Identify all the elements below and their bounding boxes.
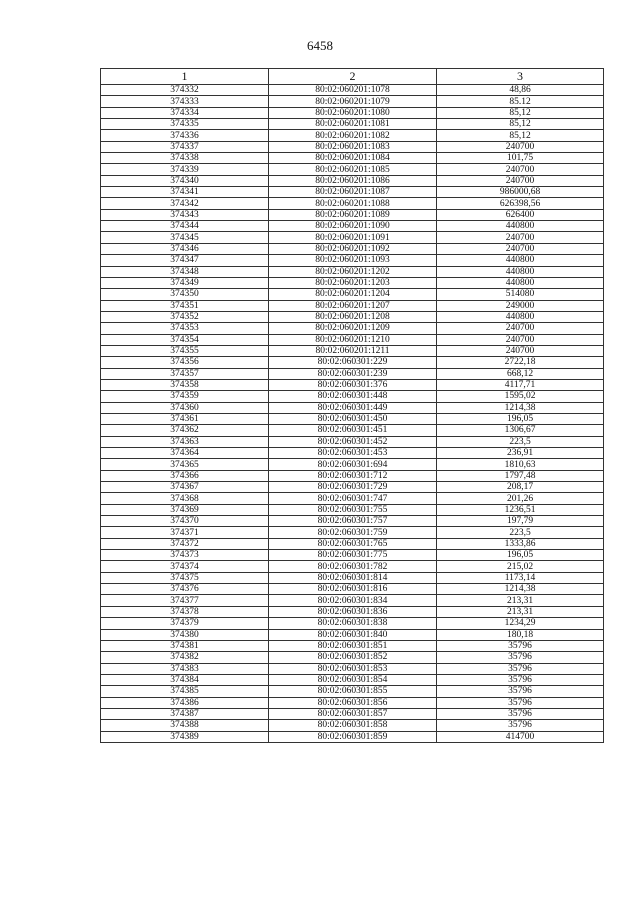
value-cell: 240700 xyxy=(437,323,604,334)
table-row xyxy=(101,141,604,152)
row-number-cell: 374333 xyxy=(101,96,269,107)
row-number-cell: 374381 xyxy=(101,640,269,651)
page-number: 6458 xyxy=(307,38,333,53)
cadastral-number-cell: 80:02:060301:838 xyxy=(269,618,437,629)
cadastral-number-cell: 80:02:060301:229 xyxy=(269,357,437,368)
row-number-cell: 374371 xyxy=(101,527,269,538)
table-row xyxy=(101,482,604,493)
cadastral-number-cell: 80:02:060201:1204 xyxy=(269,289,437,300)
value-cell: 240700 xyxy=(437,232,604,243)
table-row xyxy=(101,527,604,538)
row-number-cell: 374369 xyxy=(101,504,269,515)
row-number-cell: 374379 xyxy=(101,618,269,629)
value-cell: 240700 xyxy=(437,164,604,175)
cadastral-number-cell: 80:02:060301:453 xyxy=(269,448,437,459)
table-row xyxy=(101,119,604,130)
column-header-2: 2 xyxy=(269,69,437,85)
row-number-cell: 374334 xyxy=(101,107,269,118)
value-cell: 240700 xyxy=(437,345,604,356)
table-row xyxy=(101,175,604,186)
value-cell: 35796 xyxy=(437,652,604,663)
row-number-cell: 374374 xyxy=(101,561,269,572)
table-row xyxy=(101,277,604,288)
cadastral-number-cell: 80:02:060201:1210 xyxy=(269,334,437,345)
row-number-cell: 374342 xyxy=(101,198,269,209)
value-cell: 213,31 xyxy=(437,606,604,617)
table-row xyxy=(101,153,604,164)
row-number-cell: 374337 xyxy=(101,141,269,152)
table-row xyxy=(101,289,604,300)
cadastral-number-cell: 80:02:060201:1211 xyxy=(269,345,437,356)
value-cell: 180,18 xyxy=(437,629,604,640)
table-row xyxy=(101,107,604,118)
value-cell: 626400 xyxy=(437,209,604,220)
cadastral-number-cell: 80:02:060301:376 xyxy=(269,379,437,390)
cadastral-number-cell: 80:02:060201:1083 xyxy=(269,141,437,152)
value-cell: 249000 xyxy=(437,300,604,311)
table-row xyxy=(101,436,604,447)
value-cell: 215,02 xyxy=(437,561,604,572)
value-cell: 196,05 xyxy=(437,413,604,424)
row-number-cell: 374358 xyxy=(101,379,269,390)
cadastral-number-cell: 80:02:060301:729 xyxy=(269,482,437,493)
value-cell: 85,12 xyxy=(437,119,604,130)
cadastral-number-cell: 80:02:060201:1088 xyxy=(269,198,437,209)
header-row xyxy=(101,69,604,85)
cadastral-number-cell: 80:02:060301:239 xyxy=(269,368,437,379)
value-cell: 35796 xyxy=(437,708,604,719)
value-cell: 2722,18 xyxy=(437,357,604,368)
table-row xyxy=(101,493,604,504)
cadastral-number-cell: 80:02:060301:782 xyxy=(269,561,437,572)
table-row xyxy=(101,300,604,311)
table-row xyxy=(101,85,604,96)
cadastral-number-cell: 80:02:060301:857 xyxy=(269,708,437,719)
cadastral-number-cell: 80:02:060201:1089 xyxy=(269,209,437,220)
value-cell: 440800 xyxy=(437,311,604,322)
table-row xyxy=(101,516,604,527)
column-header-1: 1 xyxy=(101,69,269,85)
cadastral-number-cell: 80:02:060301:712 xyxy=(269,470,437,481)
cadastral-number-cell: 80:02:060301:855 xyxy=(269,686,437,697)
table-row xyxy=(101,402,604,413)
row-number-cell: 374355 xyxy=(101,345,269,356)
cadastral-number-cell: 80:02:060301:851 xyxy=(269,640,437,651)
cadastral-number-cell: 80:02:060201:1208 xyxy=(269,311,437,322)
row-number-cell: 374352 xyxy=(101,311,269,322)
table-row xyxy=(101,561,604,572)
value-cell: 1173,14 xyxy=(437,572,604,583)
cadastral-number-cell: 80:02:060201:1082 xyxy=(269,130,437,141)
value-cell: 1810,63 xyxy=(437,459,604,470)
value-cell: 208,17 xyxy=(437,482,604,493)
cadastral-number-cell: 80:02:060201:1078 xyxy=(269,85,437,96)
table-row xyxy=(101,538,604,549)
cadastral-number-cell: 80:02:060301:452 xyxy=(269,436,437,447)
value-cell: 1797,48 xyxy=(437,470,604,481)
row-number-cell: 374388 xyxy=(101,720,269,731)
row-number-cell: 374368 xyxy=(101,493,269,504)
value-cell: 101,75 xyxy=(437,153,604,164)
table-row xyxy=(101,164,604,175)
row-number-cell: 374332 xyxy=(101,85,269,96)
table-row xyxy=(101,96,604,107)
row-number-cell: 374347 xyxy=(101,255,269,266)
row-number-cell: 374336 xyxy=(101,130,269,141)
row-number-cell: 374382 xyxy=(101,652,269,663)
value-cell: 35796 xyxy=(437,674,604,685)
cadastral-number-cell: 80:02:060201:1084 xyxy=(269,153,437,164)
table-row xyxy=(101,731,604,742)
table-body xyxy=(101,85,604,743)
value-cell: 514080 xyxy=(437,289,604,300)
table-row xyxy=(101,720,604,731)
row-number-cell: 374362 xyxy=(101,425,269,436)
row-number-cell: 374377 xyxy=(101,595,269,606)
cadastral-number-cell: 80:02:060201:1090 xyxy=(269,221,437,232)
value-cell: 85,12 xyxy=(437,130,604,141)
value-cell: 4117,71 xyxy=(437,379,604,390)
table-row xyxy=(101,323,604,334)
table-row xyxy=(101,595,604,606)
value-cell: 1595,02 xyxy=(437,391,604,402)
table-row xyxy=(101,504,604,515)
value-cell: 1333,86 xyxy=(437,538,604,549)
value-cell: 1236,51 xyxy=(437,504,604,515)
row-number-cell: 374335 xyxy=(101,119,269,130)
row-number-cell: 374366 xyxy=(101,470,269,481)
row-number-cell: 374351 xyxy=(101,300,269,311)
table-row xyxy=(101,209,604,220)
table-row xyxy=(101,606,604,617)
value-cell: 85.12 xyxy=(437,96,604,107)
table-row xyxy=(101,618,604,629)
table-row xyxy=(101,357,604,368)
value-cell: 986000,68 xyxy=(437,187,604,198)
row-number-cell: 374365 xyxy=(101,459,269,470)
table-row xyxy=(101,629,604,640)
table-row xyxy=(101,572,604,583)
table-row xyxy=(101,674,604,685)
row-number-cell: 374354 xyxy=(101,334,269,345)
table-row xyxy=(101,187,604,198)
cadastral-number-cell: 80:02:060301:856 xyxy=(269,697,437,708)
cadastral-number-cell: 80:02:060301:836 xyxy=(269,606,437,617)
row-number-cell: 374373 xyxy=(101,550,269,561)
table-header xyxy=(101,69,604,85)
cadastral-number-cell: 80:02:060301:449 xyxy=(269,402,437,413)
value-cell: 240700 xyxy=(437,141,604,152)
value-cell: 196,05 xyxy=(437,550,604,561)
cadastral-number-cell: 80:02:060201:1087 xyxy=(269,187,437,198)
value-cell: 35796 xyxy=(437,697,604,708)
row-number-cell: 374364 xyxy=(101,448,269,459)
value-cell: 35796 xyxy=(437,663,604,674)
table-row xyxy=(101,232,604,243)
table-row xyxy=(101,130,604,141)
row-number-cell: 374353 xyxy=(101,323,269,334)
row-number-cell: 374376 xyxy=(101,584,269,595)
value-cell: 440800 xyxy=(437,277,604,288)
row-number-cell: 374344 xyxy=(101,221,269,232)
table-row xyxy=(101,198,604,209)
cadastral-number-cell: 80:02:060301:755 xyxy=(269,504,437,515)
row-number-cell: 374363 xyxy=(101,436,269,447)
cadastral-number-cell: 80:02:060201:1209 xyxy=(269,323,437,334)
row-number-cell: 374380 xyxy=(101,629,269,640)
value-cell: 223,5 xyxy=(437,436,604,447)
table-row xyxy=(101,550,604,561)
table-row xyxy=(101,448,604,459)
cadastral-number-cell: 80:02:060201:1207 xyxy=(269,300,437,311)
table-row xyxy=(101,425,604,436)
table-row xyxy=(101,640,604,651)
column-header-3: 3 xyxy=(437,69,604,85)
value-cell: 1306,67 xyxy=(437,425,604,436)
row-number-cell: 374378 xyxy=(101,606,269,617)
row-number-cell: 374387 xyxy=(101,708,269,719)
cadastral-number-cell: 80:02:060201:1091 xyxy=(269,232,437,243)
value-cell: 240700 xyxy=(437,334,604,345)
table-row xyxy=(101,391,604,402)
cadastral-number-cell: 80:02:060301:854 xyxy=(269,674,437,685)
cadastral-number-cell: 80:02:060201:1081 xyxy=(269,119,437,130)
row-number-cell: 374385 xyxy=(101,686,269,697)
cadastral-number-cell: 80:02:060201:1202 xyxy=(269,266,437,277)
cadastral-number-cell: 80:02:060301:694 xyxy=(269,459,437,470)
value-cell: 1214,38 xyxy=(437,584,604,595)
cadastral-number-cell: 80:02:060201:1085 xyxy=(269,164,437,175)
value-cell: 213,31 xyxy=(437,595,604,606)
row-number-cell: 374341 xyxy=(101,187,269,198)
cadastral-number-cell: 80:02:060301:451 xyxy=(269,425,437,436)
row-number-cell: 374357 xyxy=(101,368,269,379)
data-table xyxy=(100,68,604,743)
row-number-cell: 374340 xyxy=(101,175,269,186)
table-row xyxy=(101,334,604,345)
table-row xyxy=(101,255,604,266)
value-cell: 440800 xyxy=(437,221,604,232)
row-number-cell: 374350 xyxy=(101,289,269,300)
row-number-cell: 374367 xyxy=(101,482,269,493)
table-row xyxy=(101,708,604,719)
table-row xyxy=(101,243,604,254)
table-row xyxy=(101,697,604,708)
value-cell: 668,12 xyxy=(437,368,604,379)
value-cell: 440800 xyxy=(437,255,604,266)
cadastral-number-cell: 80:02:060201:1203 xyxy=(269,277,437,288)
cadastral-number-cell: 80:02:060201:1092 xyxy=(269,243,437,254)
row-number-cell: 374349 xyxy=(101,277,269,288)
row-number-cell: 374339 xyxy=(101,164,269,175)
row-number-cell: 374372 xyxy=(101,538,269,549)
value-cell: 85,12 xyxy=(437,107,604,118)
row-number-cell: 374386 xyxy=(101,697,269,708)
cadastral-number-cell: 80:02:060201:1079 xyxy=(269,96,437,107)
cadastral-number-cell: 80:02:060301:858 xyxy=(269,720,437,731)
row-number-cell: 374359 xyxy=(101,391,269,402)
cadastral-number-cell: 80:02:060301:859 xyxy=(269,731,437,742)
value-cell: 35796 xyxy=(437,686,604,697)
row-number-cell: 374361 xyxy=(101,413,269,424)
table-row xyxy=(101,368,604,379)
cadastral-number-cell: 80:02:060301:814 xyxy=(269,572,437,583)
value-cell: 240700 xyxy=(437,175,604,186)
row-number-cell: 374383 xyxy=(101,663,269,674)
row-number-cell: 374370 xyxy=(101,516,269,527)
table-row xyxy=(101,686,604,697)
row-number-cell: 374389 xyxy=(101,731,269,742)
table-row xyxy=(101,379,604,390)
cadastral-number-cell: 80:02:060301:775 xyxy=(269,550,437,561)
value-cell: 201,26 xyxy=(437,493,604,504)
table-row xyxy=(101,459,604,470)
value-cell: 236,91 xyxy=(437,448,604,459)
row-number-cell: 374384 xyxy=(101,674,269,685)
row-number-cell: 374343 xyxy=(101,209,269,220)
value-cell: 48,86 xyxy=(437,85,604,96)
cadastral-number-cell: 80:02:060301:840 xyxy=(269,629,437,640)
row-number-cell: 374348 xyxy=(101,266,269,277)
cadastral-number-cell: 80:02:060301:765 xyxy=(269,538,437,549)
table-row xyxy=(101,345,604,356)
cadastral-number-cell: 80:02:060301:448 xyxy=(269,391,437,402)
table-row xyxy=(101,663,604,674)
cadastral-number-cell: 80:02:060301:853 xyxy=(269,663,437,674)
cadastral-number-cell: 80:02:060201:1080 xyxy=(269,107,437,118)
cadastral-number-cell: 80:02:060301:450 xyxy=(269,413,437,424)
value-cell: 626398,56 xyxy=(437,198,604,209)
row-number-cell: 374356 xyxy=(101,357,269,368)
cadastral-number-cell: 80:02:060201:1093 xyxy=(269,255,437,266)
row-number-cell: 374346 xyxy=(101,243,269,254)
cadastral-number-cell: 80:02:060301:834 xyxy=(269,595,437,606)
table-row xyxy=(101,266,604,277)
table-row xyxy=(101,470,604,481)
table-row xyxy=(101,311,604,322)
value-cell: 1234,29 xyxy=(437,618,604,629)
row-number-cell: 374360 xyxy=(101,402,269,413)
value-cell: 223,5 xyxy=(437,527,604,538)
row-number-cell: 374375 xyxy=(101,572,269,583)
row-number-cell: 374338 xyxy=(101,153,269,164)
cadastral-number-cell: 80:02:060301:757 xyxy=(269,516,437,527)
cadastral-number-cell: 80:02:060301:759 xyxy=(269,527,437,538)
row-number-cell: 374345 xyxy=(101,232,269,243)
table-row xyxy=(101,413,604,424)
table-row xyxy=(101,652,604,663)
cadastral-number-cell: 80:02:060201:1086 xyxy=(269,175,437,186)
cadastral-number-cell: 80:02:060301:816 xyxy=(269,584,437,595)
cadastral-number-cell: 80:02:060301:852 xyxy=(269,652,437,663)
value-cell: 240700 xyxy=(437,243,604,254)
value-cell: 35796 xyxy=(437,720,604,731)
value-cell: 197,79 xyxy=(437,516,604,527)
cadastral-number-cell: 80:02:060301:747 xyxy=(269,493,437,504)
table-row xyxy=(101,584,604,595)
value-cell: 1214,38 xyxy=(437,402,604,413)
value-cell: 35796 xyxy=(437,640,604,651)
value-cell: 414700 xyxy=(437,731,604,742)
table-row xyxy=(101,221,604,232)
value-cell: 440800 xyxy=(437,266,604,277)
